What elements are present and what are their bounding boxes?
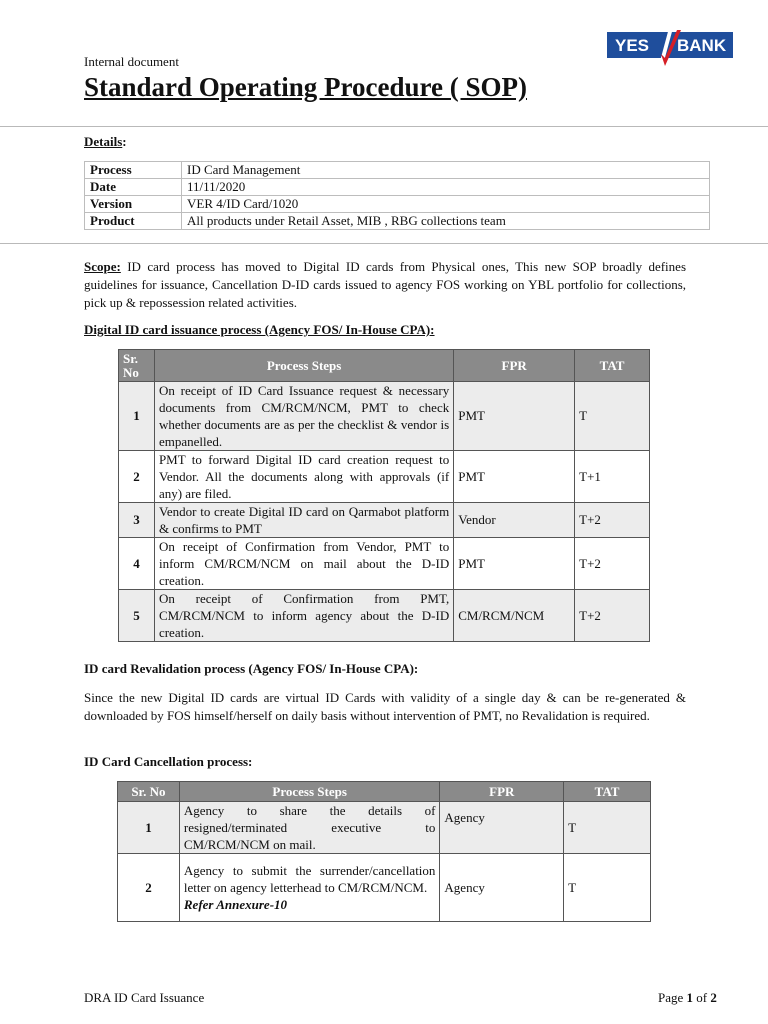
logo-text-yes: YES [615, 36, 650, 55]
details-key: Process [85, 162, 182, 179]
row-sr: 1 [119, 382, 155, 451]
row-sr: 2 [119, 451, 155, 503]
issuance-heading: Digital ID card issuance process (Agency FOS/ In-House CPA): [84, 322, 435, 337]
row-fpr: Vendor [454, 503, 575, 538]
row-step-text: Agency to submit the surrender/cancellation letter on agency letterhead to CM/RCM/NCM. [183, 863, 436, 895]
details-divider [0, 243, 768, 244]
details-row [85, 179, 710, 196]
table-row [119, 382, 650, 451]
cancellation-heading: ID Card Cancellation process: [84, 754, 253, 769]
yes-bank-logo [607, 26, 733, 66]
row-fpr: PMT [454, 451, 575, 503]
table-row [118, 854, 651, 922]
col-header-tat: TAT [564, 782, 651, 802]
details-key: Date [85, 179, 182, 196]
details-value: 11/11/2020 [182, 179, 710, 196]
details-key: Product [85, 213, 182, 230]
row-sr: 5 [119, 590, 155, 642]
col-header-process-steps: Process Steps [179, 782, 440, 802]
row-fpr: Agency [440, 854, 564, 922]
table-row [119, 538, 650, 590]
annexure-reference: Refer Annexure-10 [183, 897, 288, 912]
row-fpr: PMT [454, 538, 575, 590]
scope-text: ID card process has moved to Digital ID cards from Physical ones, This new SOP broadly defines guidelines for issuance, Cancellation D-ID cards issued to agency FOS working on YBL portfolio for collections, pick up & repossession related activities. [84, 259, 686, 310]
row-tat: T+2 [575, 590, 650, 642]
details-label: Details: [84, 134, 127, 149]
col-header-sr: Sr. No [118, 782, 180, 802]
revalidation-heading: ID card Revalidation process (Agency FOS/ In-House CPA): [84, 661, 419, 676]
internal-document-label: Internal document [84, 54, 179, 69]
revalidation-paragraph: Since the new Digital ID cards are virtual ID Cards with validity of a single day & can be re-generated & downloaded by FOS himself/herself on daily basis without intervention of PMT, no Revalidation is required. [84, 690, 686, 723]
row-fpr: CM/RCM/NCM [454, 590, 575, 642]
logo-text-bank: BANK [677, 36, 727, 55]
details-table [84, 161, 710, 230]
row-tat: T [564, 854, 651, 922]
row-sr: 3 [119, 503, 155, 538]
table-row [119, 590, 650, 642]
details-value: ID Card Management [182, 162, 710, 179]
cancellation-table [117, 781, 651, 922]
row-step: On receipt of ID Card Issuance request & necessary documents from CM/RCM/NCM, PMT to check whether documents are as per the checklist & vendor is empanelled. [154, 382, 453, 451]
footer-page-number: Page 1 of 2 [658, 990, 717, 1005]
row-tat: T [564, 802, 651, 854]
details-row [85, 196, 710, 213]
col-header-process-steps: Process Steps [154, 350, 453, 382]
scope-label: Scope: [84, 259, 121, 274]
row-sr: 2 [118, 854, 180, 922]
page-title: Standard Operating Procedure ( SOP) [84, 72, 527, 102]
table-row [119, 451, 650, 503]
table-row [119, 503, 650, 538]
details-value: VER 4/ID Card/1020 [182, 196, 710, 213]
details-value: All products under Retail Asset, MIB , RBG collections team [182, 213, 710, 230]
footer-document-name: DRA ID Card Issuance [84, 990, 205, 1005]
row-tat: T+1 [575, 451, 650, 503]
row-tat: T [575, 382, 650, 451]
details-row [85, 162, 710, 179]
row-step [179, 854, 440, 922]
row-fpr: PMT [454, 382, 575, 451]
header-divider [0, 126, 768, 127]
col-header-sr: Sr. No [119, 350, 155, 382]
row-step: Vendor to create Digital ID card on Qarmabot platform & confirms to PMT [154, 503, 453, 538]
row-step: PMT to forward Digital ID card creation request to Vendor. All the documents along with approvals (if any) are filed. [154, 451, 453, 503]
col-header-fpr: FPR [440, 782, 564, 802]
col-header-tat: TAT [575, 350, 650, 382]
row-sr: 4 [119, 538, 155, 590]
row-sr: 1 [118, 802, 180, 854]
scope-paragraph [84, 258, 686, 312]
details-row [85, 213, 710, 230]
issuance-table [118, 349, 650, 642]
row-fpr: Agency [440, 802, 564, 854]
table-header-row [118, 782, 651, 802]
table-header-row [119, 350, 650, 382]
row-step: On receipt of Confirmation from PMT, CM/RCM/NCM to inform agency about the D-ID creation. [154, 590, 453, 642]
row-tat: T+2 [575, 538, 650, 590]
details-key: Version [85, 196, 182, 213]
row-step: On receipt of Confirmation from Vendor, PMT to inform CM/RCM/NCM on mail about the D-ID creation. [154, 538, 453, 590]
row-tat: T+2 [575, 503, 650, 538]
table-row [118, 802, 651, 854]
col-header-fpr: FPR [454, 350, 575, 382]
row-step: Agency to share the details of resigned/terminated executive to CM/RCM/NCM on mail. [179, 802, 440, 854]
